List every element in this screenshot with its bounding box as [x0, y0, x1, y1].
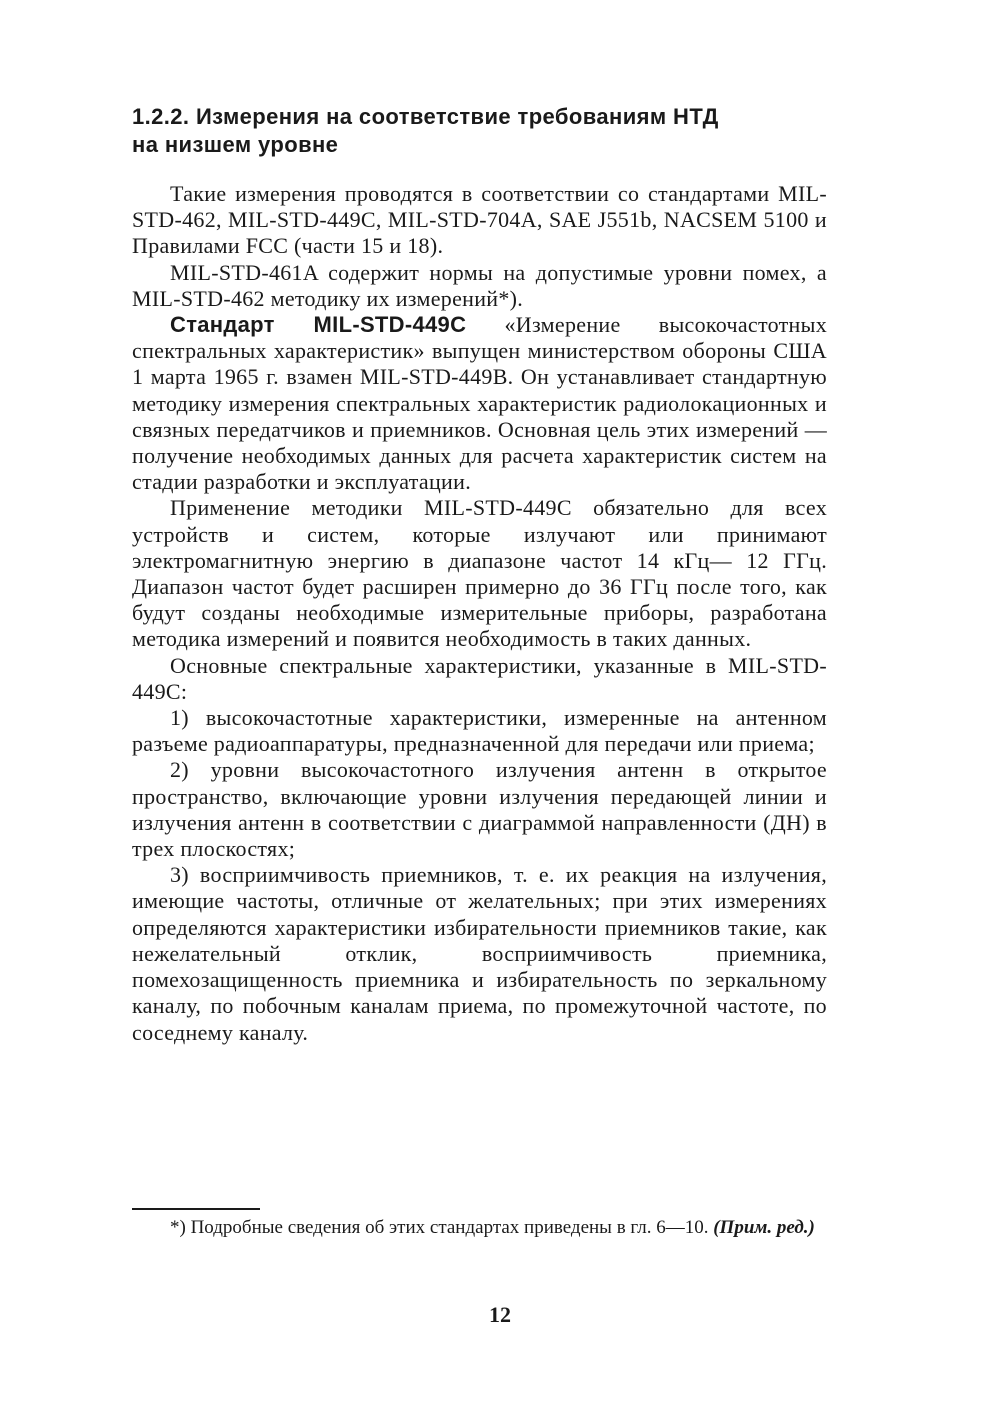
footnote-text: *) Подробные сведения об этих стандартах приведены в гл. 6—10. [170, 1217, 709, 1238]
paragraph-4 [132, 495, 827, 652]
paragraph-3 [132, 312, 827, 495]
paragraph-2 [132, 260, 827, 312]
section-heading [132, 103, 827, 159]
list-item-1-text: 1) высокочастотные характеристики, измеренные на антенном разъеме радиоаппаратуры, предназначенной для передачи или приема; [132, 705, 827, 757]
page-number: 12 [489, 1302, 511, 1327]
paragraph-1-text: Такие измерения проводятся в соответствии со стандартами MIL-STD-462, MIL-STD-449C, MIL-STD-704A, SAE J551b, NACSEM 5100 и Правилами FCC (части 15 и 18). [132, 181, 827, 259]
paragraph-3-text: «Измерение высокочастотных спектральных характеристик» выпущен министерством обороны США 1 марта 1965 г. взамен MIL-STD-449B. Он устанавливает стандартную методику измерения спектральных характеристик радиолокационных и связных передатчиков и приемников. Основная цель этих измерений — получение необходимых данных для расчета характеристик систем на стадии разработки и эксплуатации. [132, 312, 827, 495]
footnote-editor-note: (Прим. ред.) [713, 1217, 815, 1238]
list-item-3-text: 3) восприимчивость приемников, т. е. их реакция на излучения, имеющие частоты, отличные от желательных; при этих измерениях определяются характеристики избирательности приемников такие, как нежелательный отклик, восприимчивость приемника, помехозащищенность приемника и избирательность по зеркальному каналу, по побочным каналам приема, по промежуточной частоте, по соседнему каналу. [132, 862, 827, 1045]
list-item-3 [132, 862, 827, 1045]
footnote [132, 1216, 827, 1240]
list-item-2-text: 2) уровни высокочастотного излучения антенн в открытое пространство, включающие уровни излучения передающей линии и излучения антенн в соответствии с диаграммой направленности (ДН) в трех плоскостях; [132, 757, 827, 862]
page-body [132, 103, 827, 1046]
list-item-1 [132, 705, 827, 757]
list-item-2 [132, 757, 827, 862]
paragraph-5-text: Основные спектральные характеристики, указанные в MIL-STD-449C: [132, 652, 827, 704]
paragraph-5 [132, 653, 827, 705]
section-heading-line-1: 1.2.2. Измерения на соответствие требованиям НТД [132, 104, 719, 129]
paragraph-3-lead: Стандарт MIL-STD-449C [170, 312, 467, 338]
paragraph-4-text: Применение методики MIL-STD-449C обязательно для всех устройств и систем, которые излучают или принимают электромагнитную энергию в диапазоне частот 14 кГц— 12 ГГц. Диапазон частот будет расширен примерно до 36 ГГц после того, как будут созданы необходимые измерительные приборы, разработана методика измерений и появится необходимость в таких данных. [132, 495, 827, 652]
footnote-divider [132, 1208, 260, 1210]
paragraph-2-text: MIL-STD-461A содержит нормы на допустимые уровни помех, а MIL-STD-462 методику их измерений*). [132, 259, 827, 311]
paragraph-1 [132, 181, 827, 260]
section-heading-line-2: на низшем уровне [132, 132, 339, 157]
